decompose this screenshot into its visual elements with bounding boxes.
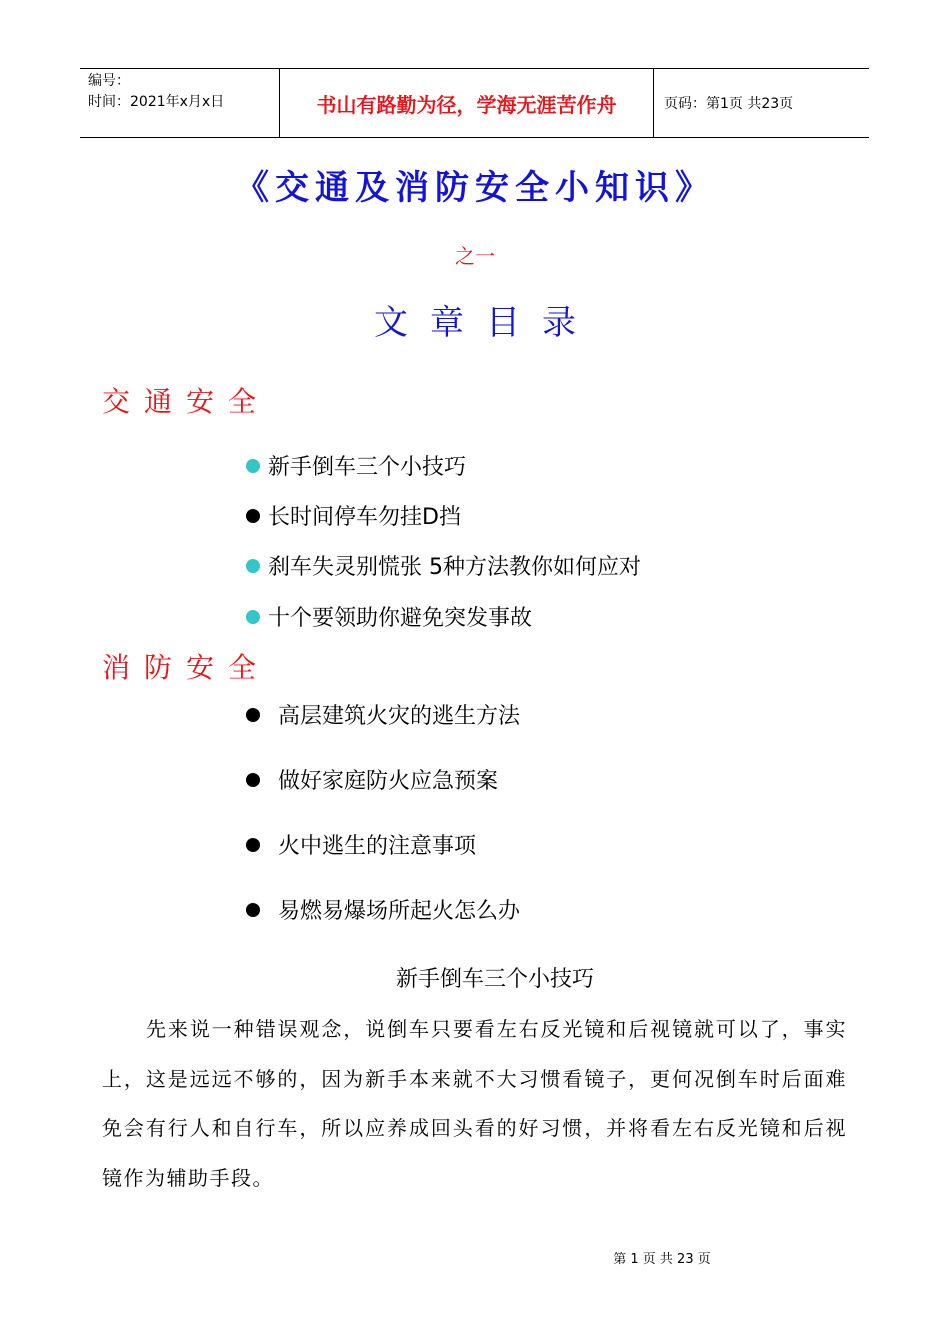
toc-item-label: 长时间停车勿挂D挡 [268,505,461,530]
toc-item-fire-3[interactable] [246,829,476,860]
toc-item-label: 刹车失灵别慌张 5种方法教你如何应对 [268,555,641,580]
article-body: 先来说一种错误观念，说倒车只要看左右反光镜和后视镜就可以了，事实上，这是远远不够的，因为新手本来就不大习惯看镜子，更何况倒车时后面难免会有行人和自行车，所以应养成回头看的好习惯，并将看左右反光镜和后视镜作为辅助手段。 [102,1017,847,1190]
section-heading-fire: 消防安全 [102,651,271,684]
article-title: 新手倒车三个小技巧 [395,967,594,992]
bullet-icon [246,509,260,523]
header-page-info: 页码：第1页 共23页 [664,96,794,112]
toc-item-label: 火中逃生的注意事项 [278,834,477,859]
toc-item-traffic-2[interactable] [246,500,461,531]
bullet-icon [246,559,260,573]
document-title: 《交通及消防安全小知识》 [235,168,715,208]
number-label: 编号： [88,73,130,89]
toc-item-traffic-1[interactable] [246,450,466,481]
bullet-icon [246,610,260,624]
bullet-icon [246,708,260,722]
header-meta [80,69,280,137]
bullet-icon [246,459,260,473]
time-label: 时间：2021年x月x日 [88,94,225,110]
header-table [80,68,869,138]
bullet-icon [246,903,260,917]
document-subtitle: 之一 [455,244,495,268]
toc-item-label: 做好家庭防火应急预案 [278,769,499,794]
bullet-icon [246,773,260,787]
toc-item-traffic-4[interactable] [246,601,532,632]
header-motto: 书山有路勤为径，学海无涯苦作舟 [280,69,654,137]
toc-item-label: 高层建筑火灾的逃生方法 [278,704,521,729]
toc-item-label: 易燃易爆场所起火怎么办 [278,899,521,924]
toc-item-label: 十个要领助你避免突发事故 [268,606,533,631]
toc-item-label: 新手倒车三个小技巧 [268,455,467,480]
toc-title: 文章目录 [374,303,598,343]
bullet-icon [246,838,260,852]
page-footer: 第 1 页 共 23 页 [613,1252,711,1267]
section-heading-traffic: 交通安全 [102,385,271,418]
toc-item-traffic-3[interactable] [246,550,641,581]
toc-item-fire-4[interactable] [246,894,520,925]
toc-item-fire-2[interactable] [246,764,498,795]
toc-item-fire-1[interactable] [246,699,520,730]
